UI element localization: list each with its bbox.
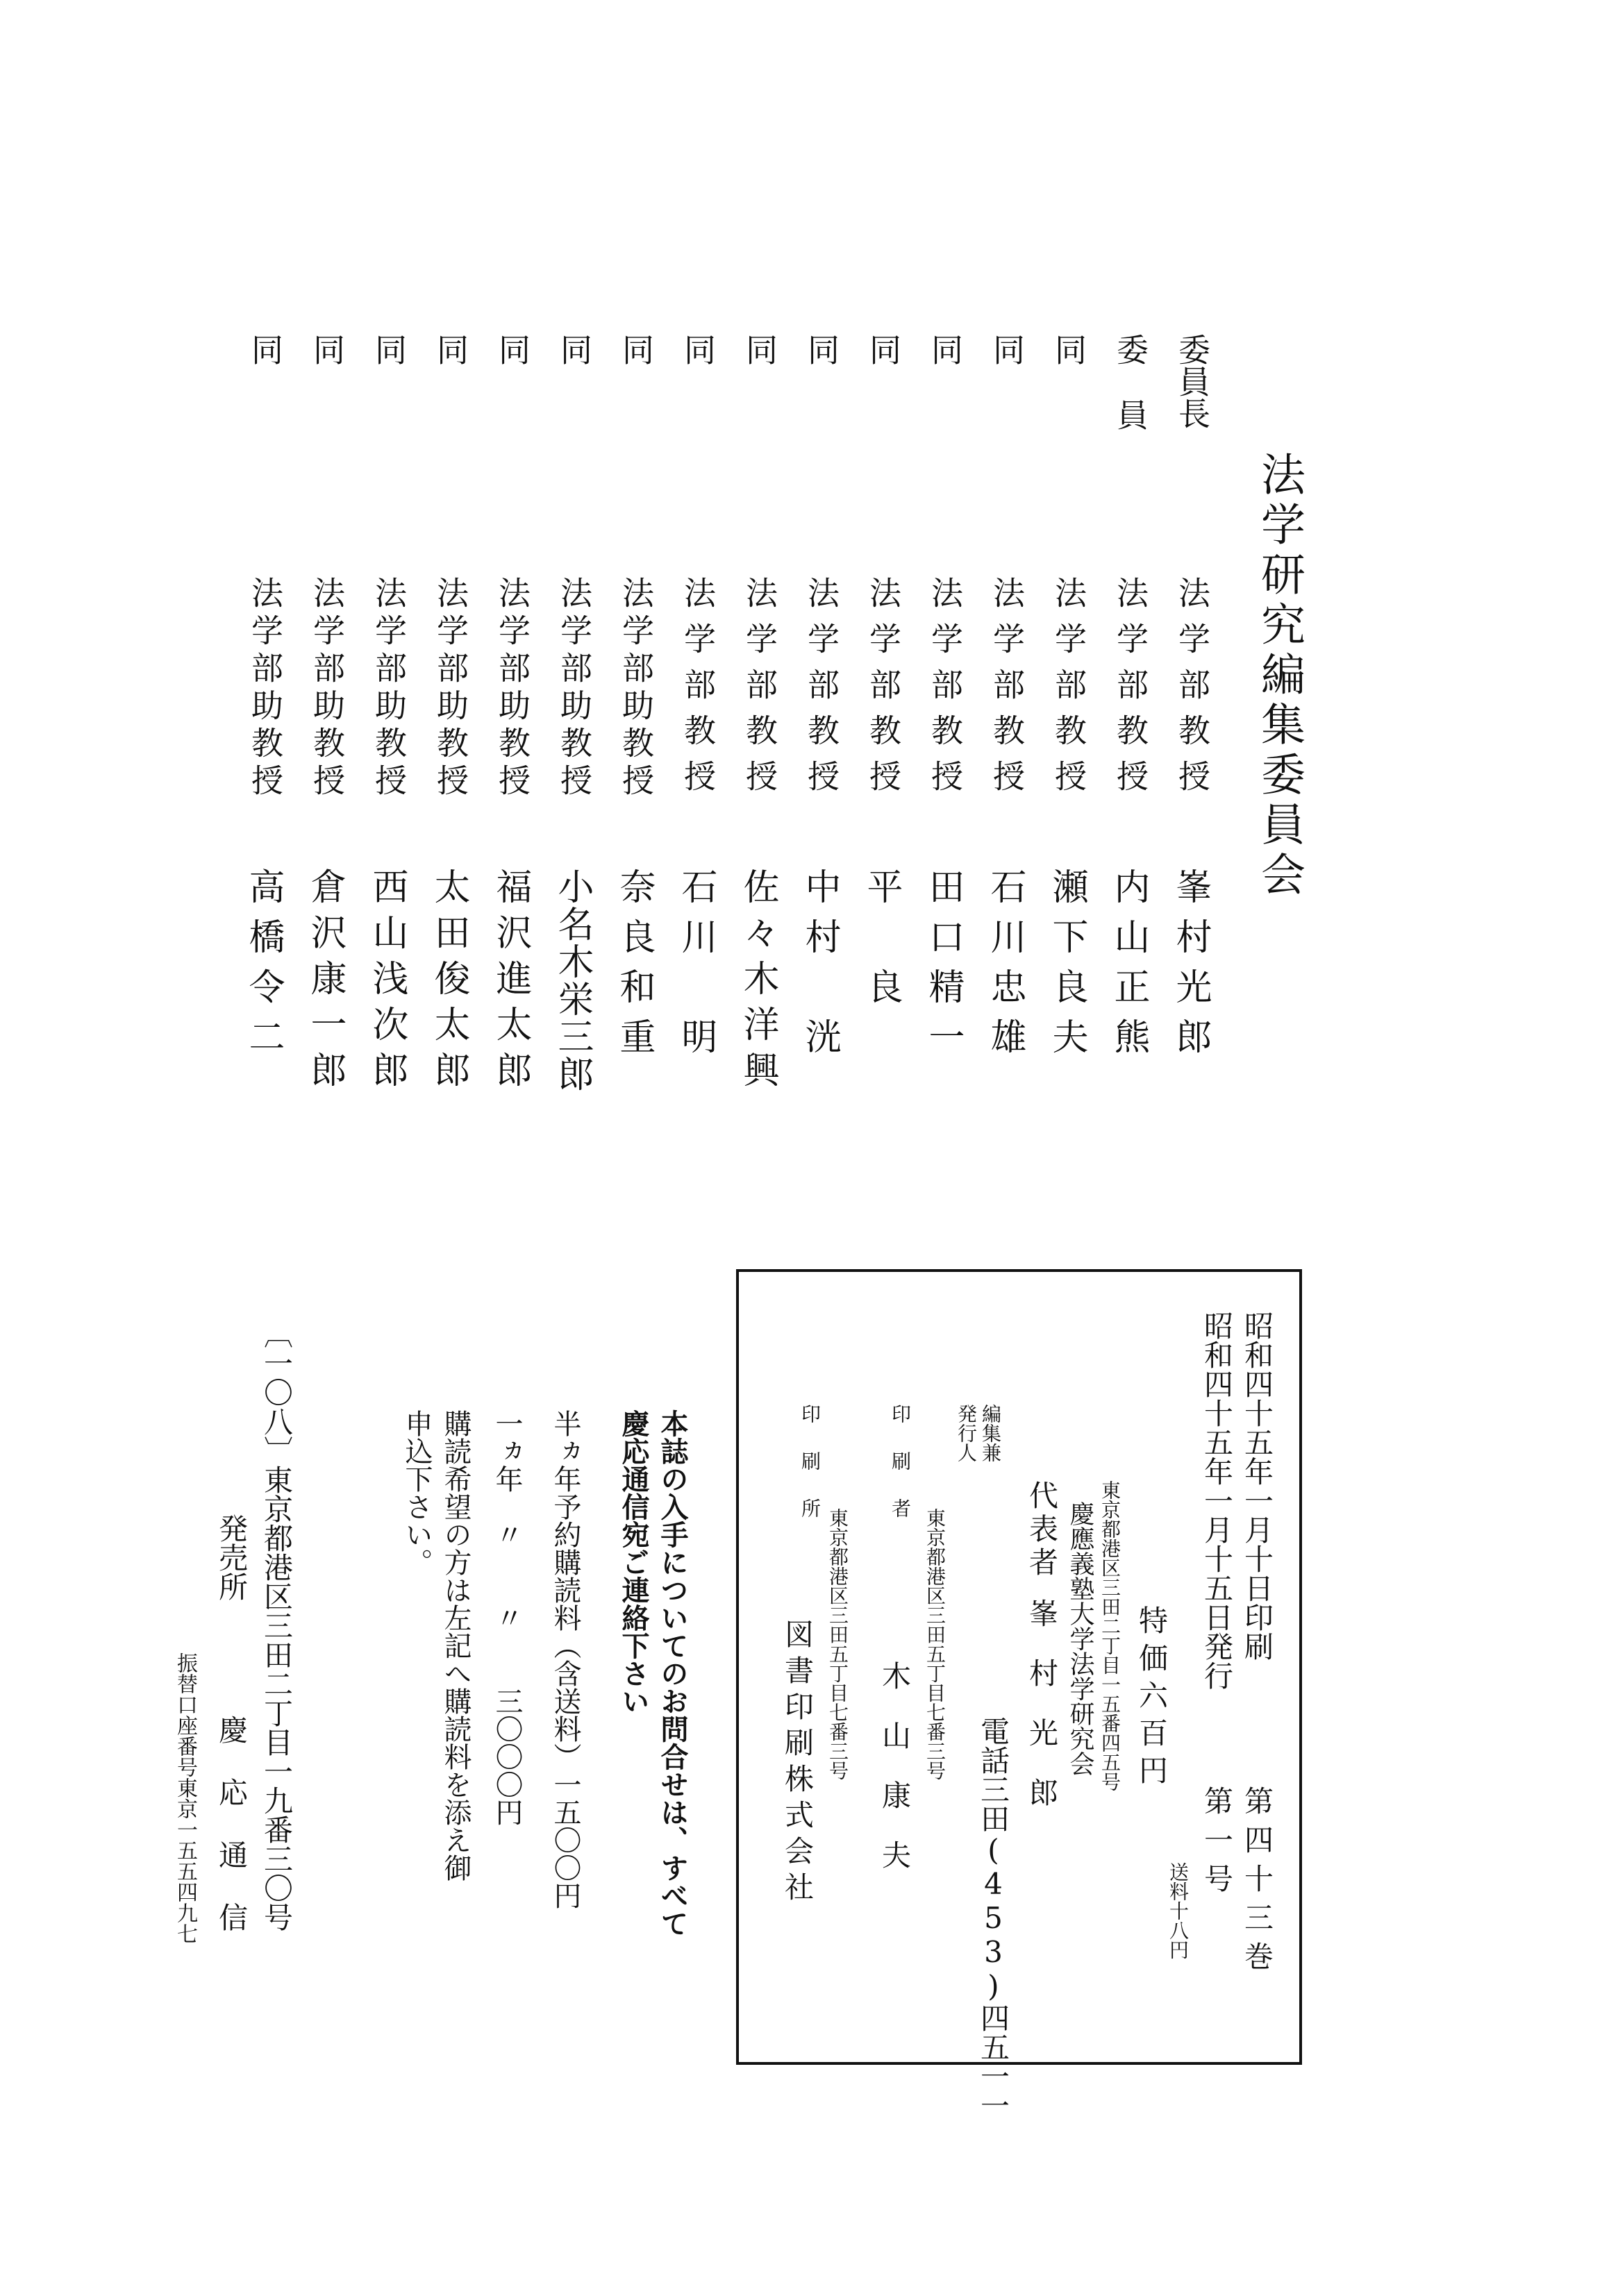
price: 特価六百円	[1135, 1605, 1169, 1793]
representative-label: 代表者	[1025, 1480, 1059, 1580]
seller-name: 慶応通信	[215, 1715, 249, 1965]
member-role: 同	[370, 333, 408, 365]
member-name: 佐々木洋興	[737, 868, 778, 1097]
instruction-line-2: 申込下さい。	[401, 1409, 433, 1576]
publisher-address: 〔一〇八〕東京都港区三田二丁目一九番三〇号	[260, 1319, 294, 1932]
member-name: 小名木栄三郎	[551, 868, 593, 1093]
member-name: 太田俊太郎	[428, 868, 469, 1097]
member-role: 同	[865, 333, 902, 365]
committee-member	[776, 333, 839, 1153]
member-position: 法学部教授	[803, 576, 840, 805]
member-name: 石川 明	[675, 868, 717, 1068]
member-name: 平 良	[860, 868, 902, 1018]
printer-address: 東京都港区三田五丁目七番三号	[924, 1508, 946, 1780]
committee-member	[467, 333, 530, 1153]
committee-member	[406, 333, 468, 1153]
volume-number: 第四十三巻	[1240, 1786, 1274, 1980]
committee-member	[591, 333, 653, 1153]
committee-member	[1147, 333, 1210, 1153]
member-name: 石川忠雄	[984, 868, 1026, 1068]
member-position: 法学部教授	[926, 576, 964, 805]
committee-member	[282, 333, 344, 1153]
committee-member	[838, 333, 901, 1153]
member-position: 法学部教授	[679, 576, 717, 805]
member-position: 法学部助教授	[432, 576, 469, 801]
member-name: 峯村光郎	[1169, 868, 1211, 1068]
committee-member	[1085, 333, 1148, 1153]
member-name: 田口精一	[922, 868, 964, 1068]
transfer-account: 振替口座番号東京一五五四九七	[173, 1652, 197, 1944]
half-year-rate: 半ヵ年予約購読料（含送料）一五〇〇円	[549, 1409, 581, 1909]
member-role: 同	[803, 333, 840, 365]
committee-member	[900, 333, 962, 1153]
member-position: 法学部教授	[988, 576, 1026, 805]
member-role: 同	[926, 333, 964, 365]
committee-title: 法学研究編集委員会	[1253, 451, 1305, 901]
member-role: 同	[494, 333, 531, 365]
print-shop-name: 図書印刷株式会社	[781, 1619, 815, 1908]
member-role: 同	[1050, 333, 1087, 365]
member-name: 内山正熊	[1108, 868, 1149, 1068]
member-position: 法学部助教授	[308, 576, 346, 801]
member-position: 法学部助教授	[494, 576, 531, 801]
member-name: 倉沢康一郎	[304, 868, 346, 1097]
printer-label: 印刷者	[889, 1404, 912, 1545]
published-date: 昭和四十五年一月十五日発行	[1200, 1311, 1234, 1690]
member-role: 同	[988, 333, 1026, 365]
editor-organization: 慶應義塾大学法学研究会	[1066, 1501, 1094, 1776]
editor-label-a: 編集兼	[979, 1404, 1002, 1462]
member-position: 法学部教授	[741, 576, 778, 805]
colophon-box	[736, 1269, 1302, 2120]
member-name: 奈良和重	[613, 868, 655, 1068]
editor-label-b: 発行人	[955, 1404, 978, 1462]
member-position: 法学部教授	[1174, 576, 1211, 805]
printed-date: 昭和四十五年一月十日印刷	[1240, 1311, 1274, 1661]
member-position: 法学部教授	[1050, 576, 1087, 805]
committee-member	[653, 333, 715, 1153]
member-position: 法学部教授	[865, 576, 902, 805]
print-shop-label: 印刷所	[799, 1404, 821, 1545]
member-name: 高橋令二	[242, 868, 284, 1068]
member-name: 福沢進太郎	[490, 868, 531, 1097]
committee-member	[715, 333, 777, 1153]
inquiry-line-1: 本誌の入手についてのお問合せは、すべて	[656, 1409, 689, 1937]
member-role: 委員長	[1174, 333, 1211, 429]
issue-number: 第一号	[1200, 1786, 1234, 1902]
printer-name: 木山康夫	[878, 1661, 912, 1900]
member-role: 同	[247, 333, 284, 365]
member-position: 法学部教授	[1112, 576, 1149, 805]
member-name: 瀬下良夫	[1046, 868, 1087, 1068]
member-name: 中村 洸	[799, 868, 840, 1068]
postage: 送料十八円	[1167, 1862, 1190, 1959]
committee-member	[1024, 333, 1086, 1153]
member-role: 同	[308, 333, 346, 365]
committee-member	[344, 333, 406, 1153]
member-position: 法学部助教授	[556, 576, 593, 801]
member-position: 法学部助教授	[617, 576, 655, 801]
member-role: 同	[741, 333, 778, 365]
member-role: 同	[556, 333, 593, 365]
committee-member	[220, 333, 283, 1153]
seller-label: 発売所	[215, 1514, 249, 1601]
member-name: 西山浅次郎	[366, 868, 408, 1097]
print-shop-address: 東京都港区三田五丁目七番三号	[826, 1508, 849, 1780]
inquiry-line-2: 慶応通信宛ご連絡下さい	[617, 1409, 650, 1715]
member-role: 委員	[1112, 333, 1149, 464]
member-role: 同	[679, 333, 717, 365]
member-role: 同	[432, 333, 469, 365]
one-year-rate: 一ヵ年 〃 〃 三〇〇〇円	[491, 1409, 523, 1826]
committee-member	[529, 333, 592, 1153]
member-position: 法学部助教授	[247, 576, 284, 801]
phone-number: 電話三田(453)四五一一	[976, 1716, 1010, 2120]
member-role: 同	[617, 333, 655, 365]
representative-name: 峯村光郎	[1025, 1598, 1059, 1837]
editor-address: 東京都港区三田二丁目一五番四五号	[1099, 1480, 1121, 1791]
instruction-line-1: 購読希望の方は左記へ購読料を添え御	[440, 1409, 472, 1882]
committee-member	[962, 333, 1024, 1153]
member-position: 法学部助教授	[370, 576, 408, 801]
